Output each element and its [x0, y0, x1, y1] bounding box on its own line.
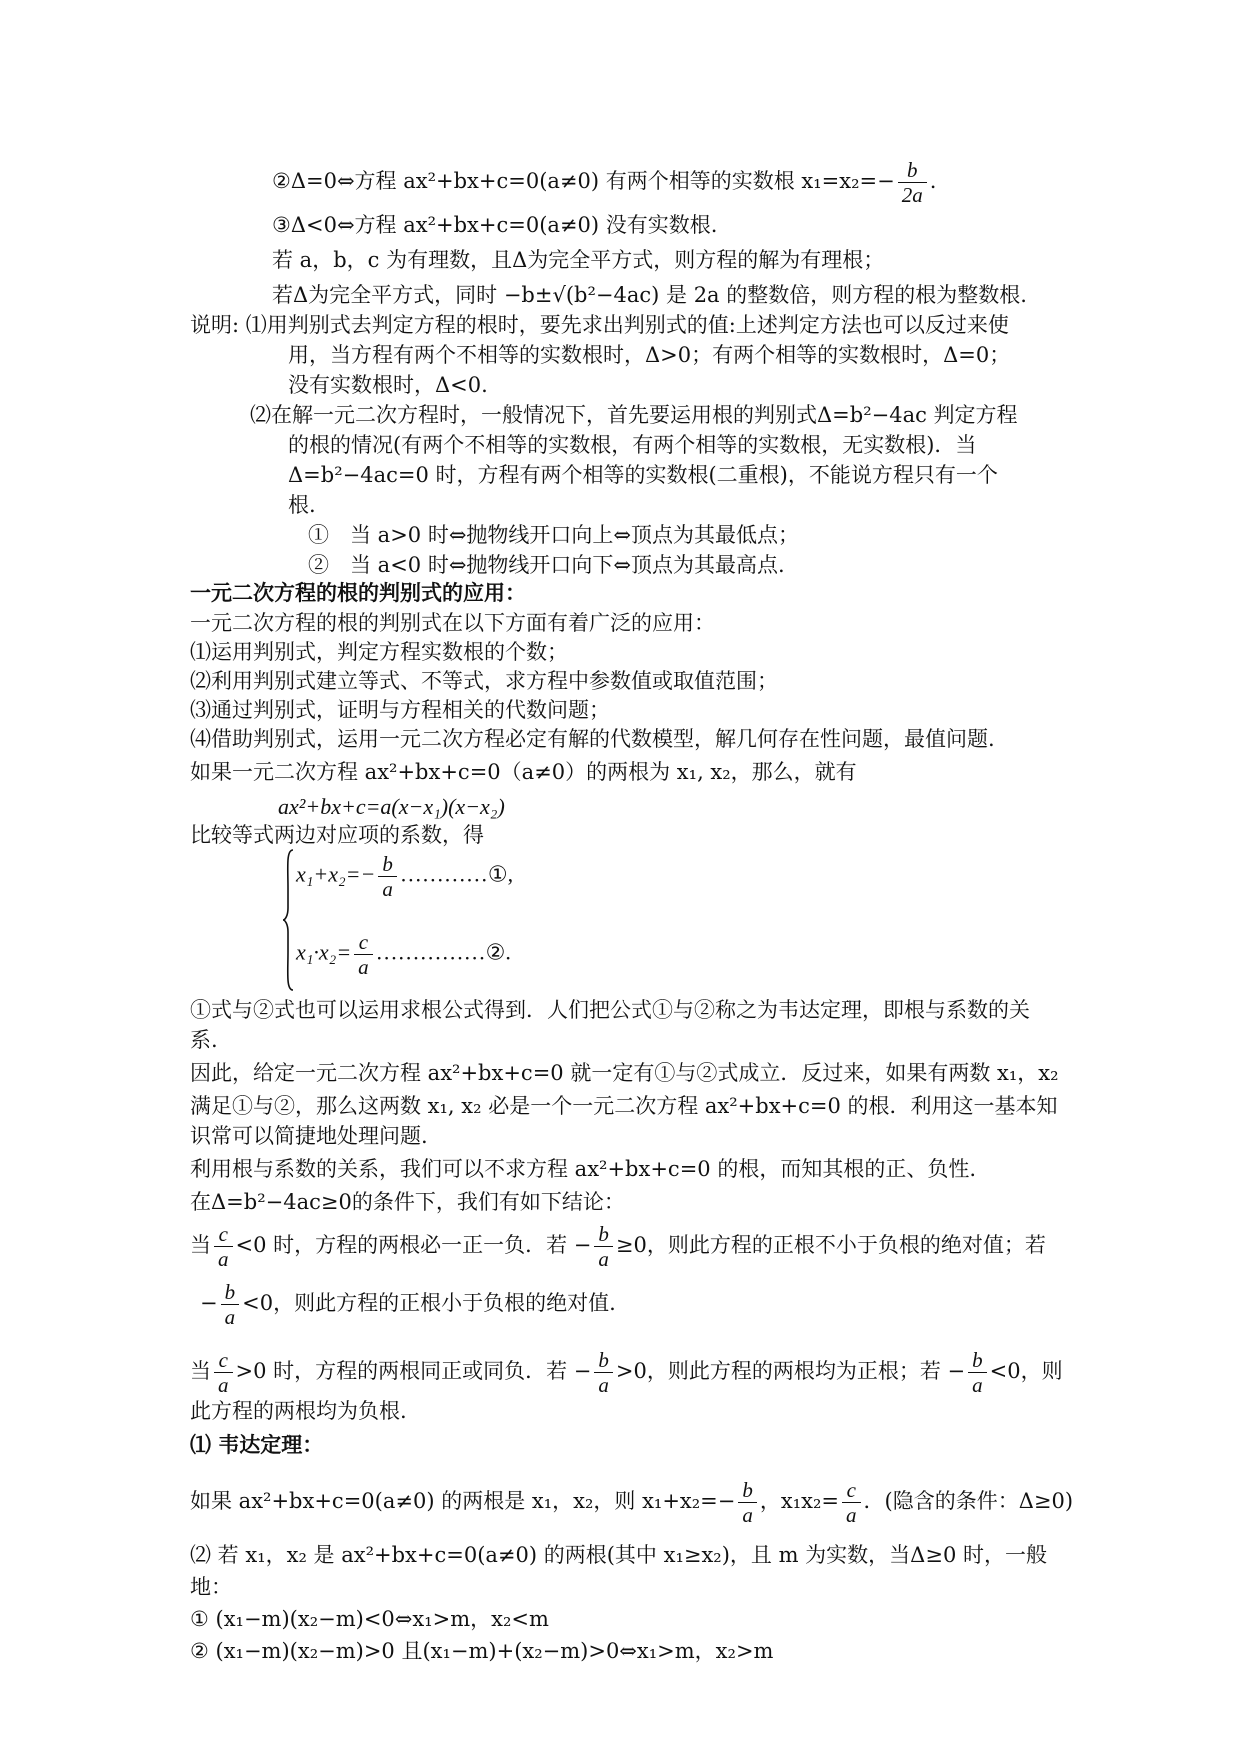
text-line: ② 当 a<0 时⇔抛物线开口向下⇔顶点为其最高点.: [308, 553, 785, 577]
cond-text: −: [200, 1291, 218, 1315]
fraction: [594, 1222, 613, 1271]
text-line: ⑵在解一元二次方程时，一般情况下，首先要运用根的判别式Δ=b²−4ac 判定方程: [250, 403, 1018, 427]
text-line: [272, 158, 936, 207]
eq-lhs: x₁+x₂=−: [296, 861, 376, 887]
cond-text: 当: [190, 1233, 211, 1257]
text-line: 满足①与②，那么这两数 x₁, x₂ 必是一个一元二次方程 ax²+bx+c=0 的根．利用这一基本知: [190, 1094, 1058, 1118]
frac-den: a: [598, 1373, 609, 1397]
system-row-1: [296, 852, 513, 901]
text-line: 的根的情况(有两个不相等的实数根，有两个相等的实数根，无实数根)．当: [288, 433, 977, 457]
eq-tail: ……………②.: [375, 939, 511, 965]
text-line: ① (x₁−m)(x₂−m)<0⇔x₁>m，x₂<m: [190, 1607, 549, 1631]
text-line: 比较等式两边对应项的系数，得: [190, 823, 484, 847]
frac-num: b: [594, 1348, 613, 1373]
fraction: [221, 1280, 240, 1329]
frac-num: b: [594, 1222, 613, 1247]
frac-den: a: [358, 955, 369, 979]
fraction: [214, 1222, 233, 1271]
frac-den: a: [382, 877, 393, 901]
fraction: [968, 1348, 987, 1397]
frac-num: b: [738, 1478, 757, 1503]
text-line: 此方程的两根均为负根.: [190, 1399, 407, 1423]
fraction: [842, 1478, 861, 1527]
vieta-text: ．(隐含的条件：Δ≥0): [863, 1489, 1074, 1513]
text-line: ①式与②式也可以运用求根公式得到．人们把公式①与②称之为韦达定理，即根与系数的关: [190, 998, 1030, 1022]
text-line: 没有实数根时，Δ<0.: [288, 373, 488, 397]
text-line: ⑷借助判别式，运用一元二次方程必定有解的代数模型，解几何存在性问题，最值问题.: [190, 727, 995, 751]
frac-num: c: [842, 1478, 861, 1503]
cond-text: <0 时，方程的两根必一正一负．若 −: [235, 1233, 592, 1257]
text-line: 用，当方程有两个不相等的实数根时，Δ>0；有两个相等的实数根时，Δ=0；: [288, 343, 1011, 367]
frac-den: a: [742, 1503, 753, 1527]
frac-den: 2a: [901, 183, 923, 207]
condition-line-2: [200, 1280, 616, 1329]
text-line: 系.: [190, 1028, 218, 1052]
vieta-text: ，x₁x₂=: [759, 1489, 839, 1513]
eq-tail: …………①,: [399, 861, 514, 887]
text-line: ⑴运用判别式，判定方程实数根的个数；: [190, 640, 568, 664]
text-line: ① 当 a>0 时⇔抛物线开口向上⇔顶点为其最低点；: [308, 523, 800, 547]
cond-text: <0，则此方程的正根小于负根的绝对值.: [242, 1291, 616, 1315]
text-line: 一元二次方程的根的判别式在以下方面有着广泛的应用：: [190, 611, 715, 635]
condition-line-1: [190, 1222, 1046, 1271]
text-line: 若Δ为完全平方式，同时 −b±√(b²−4ac) 是 2a 的整数倍，则方程的根为整数根.: [272, 283, 1027, 307]
text-line: 如果一元二次方程 ax²+bx+c=0（a≠0）的两根为 x₁, x₂，那么，就有: [190, 760, 857, 784]
text-line: 若 a，b，c 为有理数，且Δ为完全平方式，则方程的解为有理根；: [272, 248, 885, 272]
frac-num: c: [214, 1222, 233, 1247]
fraction: [354, 930, 373, 979]
frac-den: a: [218, 1373, 229, 1397]
fraction: [898, 158, 927, 207]
fraction: [594, 1348, 613, 1397]
frac-num: b: [221, 1280, 240, 1305]
section-heading: ⑴ 韦达定理：: [190, 1432, 324, 1457]
text-line: 因此，给定一元二次方程 ax²+bx+c=0 就一定有①与②式成立．反过来，如果有两数 x₁，x₂: [190, 1061, 1059, 1085]
cond-text: <0，则: [989, 1359, 1063, 1383]
text-line: Δ=b²−4ac=0 时，方程有两个相等的实数根(二重根)，不能说方程只有一个: [288, 463, 998, 487]
frac-den: a: [846, 1503, 857, 1527]
text-line: ② (x₁−m)(x₂−m)>0 且(x₁−m)+(x₂−m)>0⇔x₁>m，x₂>m: [190, 1639, 774, 1663]
frac-num: c: [214, 1348, 233, 1373]
vieta-line: [190, 1478, 1073, 1527]
cond-text: >0，则此方程的两根均为正根；若 −: [615, 1359, 966, 1383]
section-heading: 一元二次方程的根的判别式的应用：: [190, 580, 526, 605]
condition-line-3: [190, 1348, 1063, 1397]
text-line: 在Δ=b²−4ac≥0的条件下，我们有如下结论：: [190, 1190, 625, 1214]
cond-text: >0 时，方程的两根同正或同负．若 −: [235, 1359, 592, 1383]
frac-den: a: [972, 1373, 983, 1397]
text-line: 说明: ⑴用判别式去判定方程的根时，要先求出判别式的值:上述判定方法也可以反过来使: [190, 313, 1009, 337]
eq-lhs: x₁·x₂=: [296, 939, 352, 965]
cond-text: ≥0，则此方程的正根不小于负根的绝对值；若: [615, 1233, 1046, 1257]
text-line: 利用根与系数的关系，我们可以不求方程 ax²+bx+c=0 的根，而知其根的正、负性.: [190, 1157, 977, 1181]
text-line: ⑵利用判别式建立等式、不等式，求方程中参数值或取值范围；: [190, 669, 778, 693]
frac-num: c: [354, 930, 373, 955]
frac-num: b: [378, 852, 397, 877]
text-line: ⑶通过判别式，证明与方程相关的代数问题；: [190, 698, 610, 722]
system-row-2: [296, 930, 511, 979]
text-line: ⑵ 若 x₁，x₂ 是 ax²+bx+c=0(a≠0) 的两根(其中 x₁≥x₂)，且 m 为实数，当Δ≥0 时，一般: [190, 1543, 1047, 1567]
frac-num: b: [968, 1348, 987, 1373]
cond-text: 当: [190, 1359, 211, 1383]
frac-den: a: [224, 1305, 236, 1329]
brace-icon: [282, 848, 294, 992]
frac-den: a: [598, 1247, 609, 1271]
vieta-text: 如果 ax²+bx+c=0(a≠0) 的两根是 x₁，x₂，则 x₁+x₂=−: [190, 1489, 736, 1513]
frac-den: a: [218, 1247, 229, 1271]
fraction: [378, 852, 397, 901]
fraction: [738, 1478, 757, 1527]
text-line: 地：: [190, 1575, 232, 1599]
fraction: [214, 1348, 233, 1397]
formula-line: ax²+bx+c=a(x−x₁)(x−x₂): [278, 794, 505, 819]
text-line: 根.: [288, 493, 316, 517]
line-tail: .: [929, 169, 937, 193]
line-text: ②Δ=0⇔方程 ax²+bx+c=0(a≠0) 有两个相等的实数根 x₁=x₂=−: [272, 169, 895, 193]
frac-num: b: [898, 158, 927, 183]
text-line: 识常可以简捷地处理问题.: [190, 1124, 428, 1148]
text-line: ③Δ<0⇔方程 ax²+bx+c=0(a≠0) 没有实数根.: [272, 213, 718, 237]
